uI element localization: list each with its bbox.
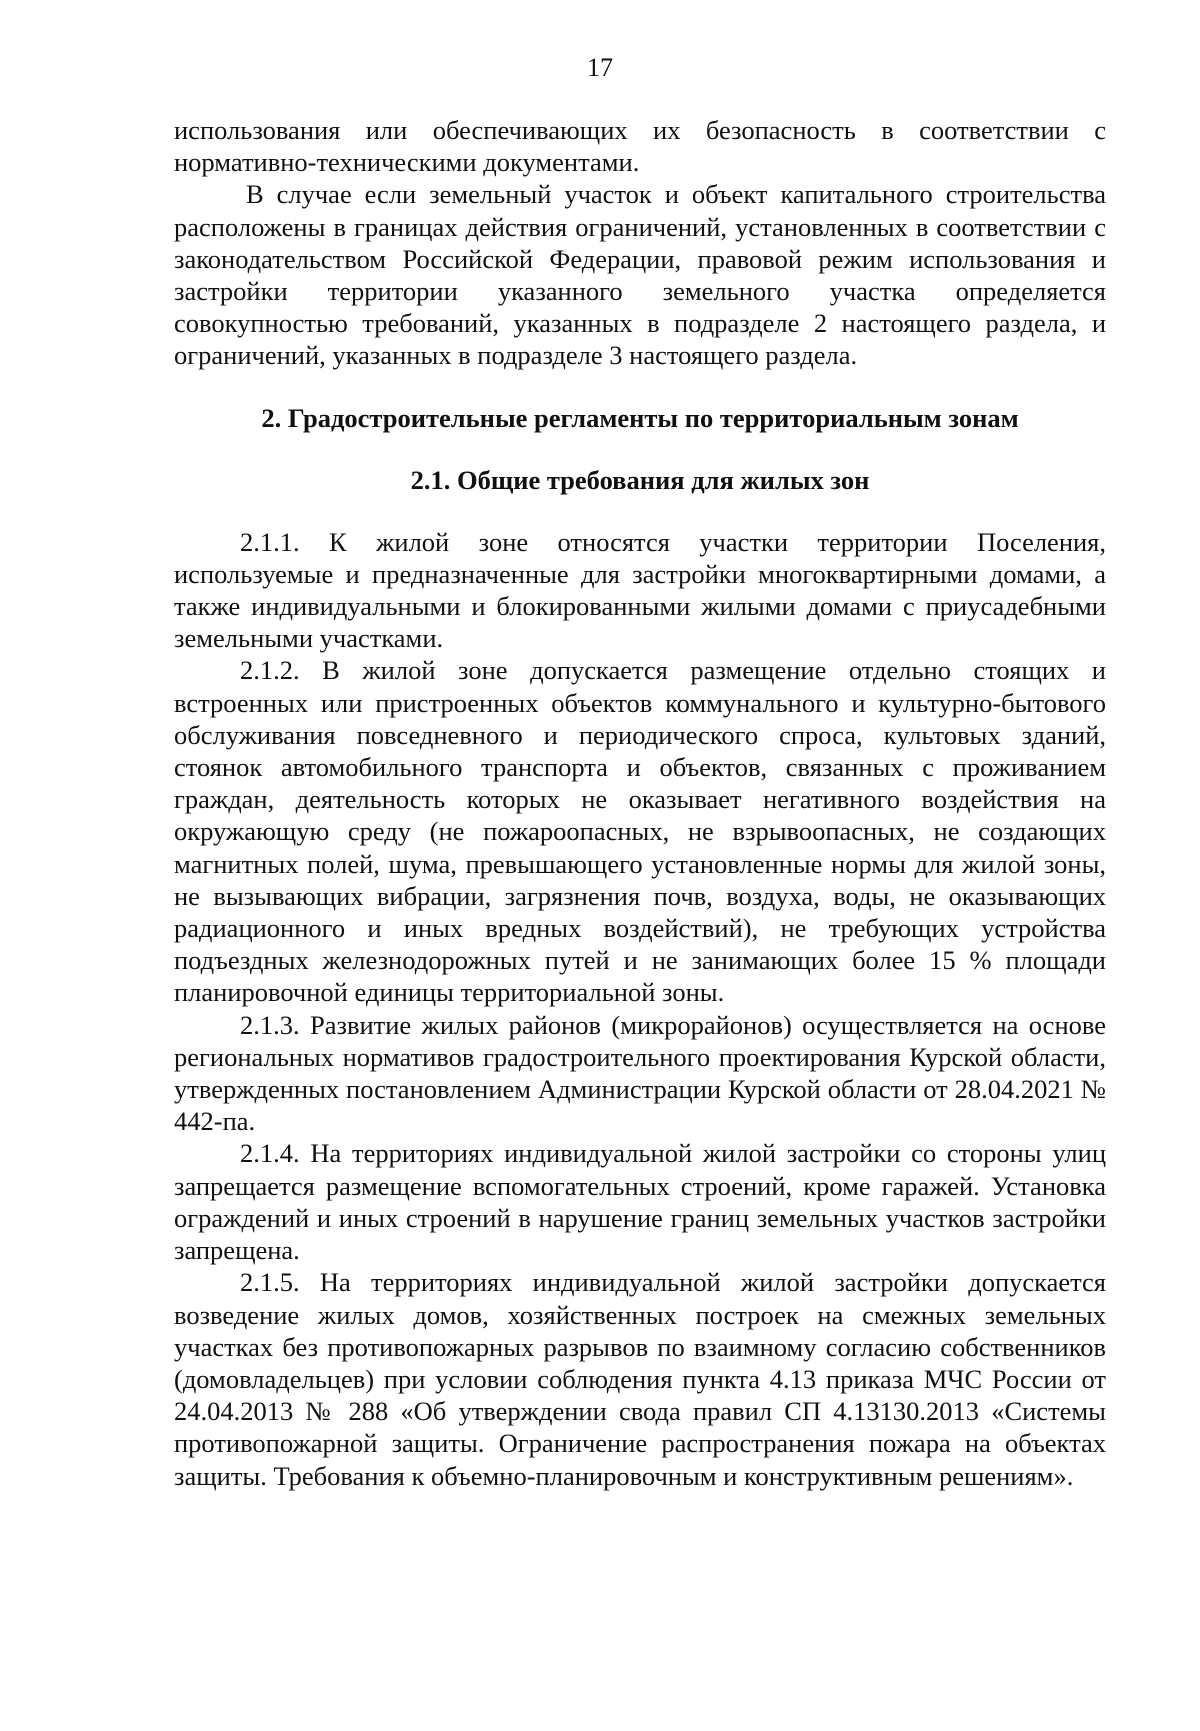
item-2-1-1: 2.1.1. К жилой зоне относятся участки территории Поселения, используемые и предназначенные для застройки многоквартирными домами, а также индивидуальными и блокированными жилыми домами с приусадебными земельными участками. [174, 526, 1106, 654]
section-heading: 2. Градостроительные регламенты по территориальным зонам [261, 402, 1019, 433]
subsection-heading: 2.1. Общие требования для жилых зон [410, 464, 870, 495]
item-2-1-3: 2.1.3. Развитие жилых районов (микрорайонов) осуществляется на основе региональных нормативов градостроительного проектирования Курской области, утвержденных постановлением Администрации Курской области от 28.04.2021 № 442-па. [174, 1009, 1106, 1137]
item-2-1-4: 2.1.4. На территориях индивидуальной жилой застройки со стороны улиц запрещается размещение вспомогательных строений, кроме гаражей. Установка ограждений и иных строений в нарушение границ земельных участков застройки запрещена. [174, 1138, 1106, 1266]
page-number: 17 [587, 53, 613, 82]
paragraph-restrictions: В случае если земельный участок и объект капитального строительства расположены в границах действия ограничений, установленных в соответствии с законодательством Российской Федерации, правовой режим использования и застройки территории указанного земельного участка определяется совокупностью требований, указанных в подразделе 2 настоящего раздела, и ограничений, указанных в подразделе 3 настоящего раздела. [174, 179, 1106, 371]
paragraph-continuation: использования или обеспечивающих их безопасность в соответствии с нормативно-техническими документами. [174, 115, 1106, 178]
item-2-1-2: 2.1.2. В жилой зоне допускается размещение отдельно стоящих и встроенных или пристроенных объектов коммунального и культурно-бытового обслуживания повседневного и периодического спроса, культовых зданий, стоянок автомобильного транспорта и объектов, связанных с проживанием граждан, деятельность которых не оказывает негативного воздействия на окружающую среду (не пожароопасных, не взрывоопасных, не создающих магнитных полей, шума, превышающего установленные нормы для жилой зоны, не вызывающих вибрации, загрязнения почв, воздуха, воды, не оказывающих радиационного и иных вредных воздействий), не требующих устройства подъездных железнодорожных путей и не занимающих более 15 % площади планировочной единицы территориальной зоны. [174, 655, 1106, 1008]
item-2-1-5: 2.1.5. На территориях индивидуальной жилой застройки допускается возведение жилых домов, хозяйственных построек на смежных земельных участках без противопожарных разрывов по взаимному согласию собственников (домовладельцев) при условии соблюдения пункта 4.13 приказа МЧС России от 24.04.2013 № 288 «Об утверждении свода правил СП 4.13130.2013 «Системы противопожарной защиты. Ограничение распространения пожара на объектах защиты. Требования к объемно-планировочным и конструктивным решениям». [174, 1267, 1106, 1491]
document-body [174, 114, 1106, 1492]
